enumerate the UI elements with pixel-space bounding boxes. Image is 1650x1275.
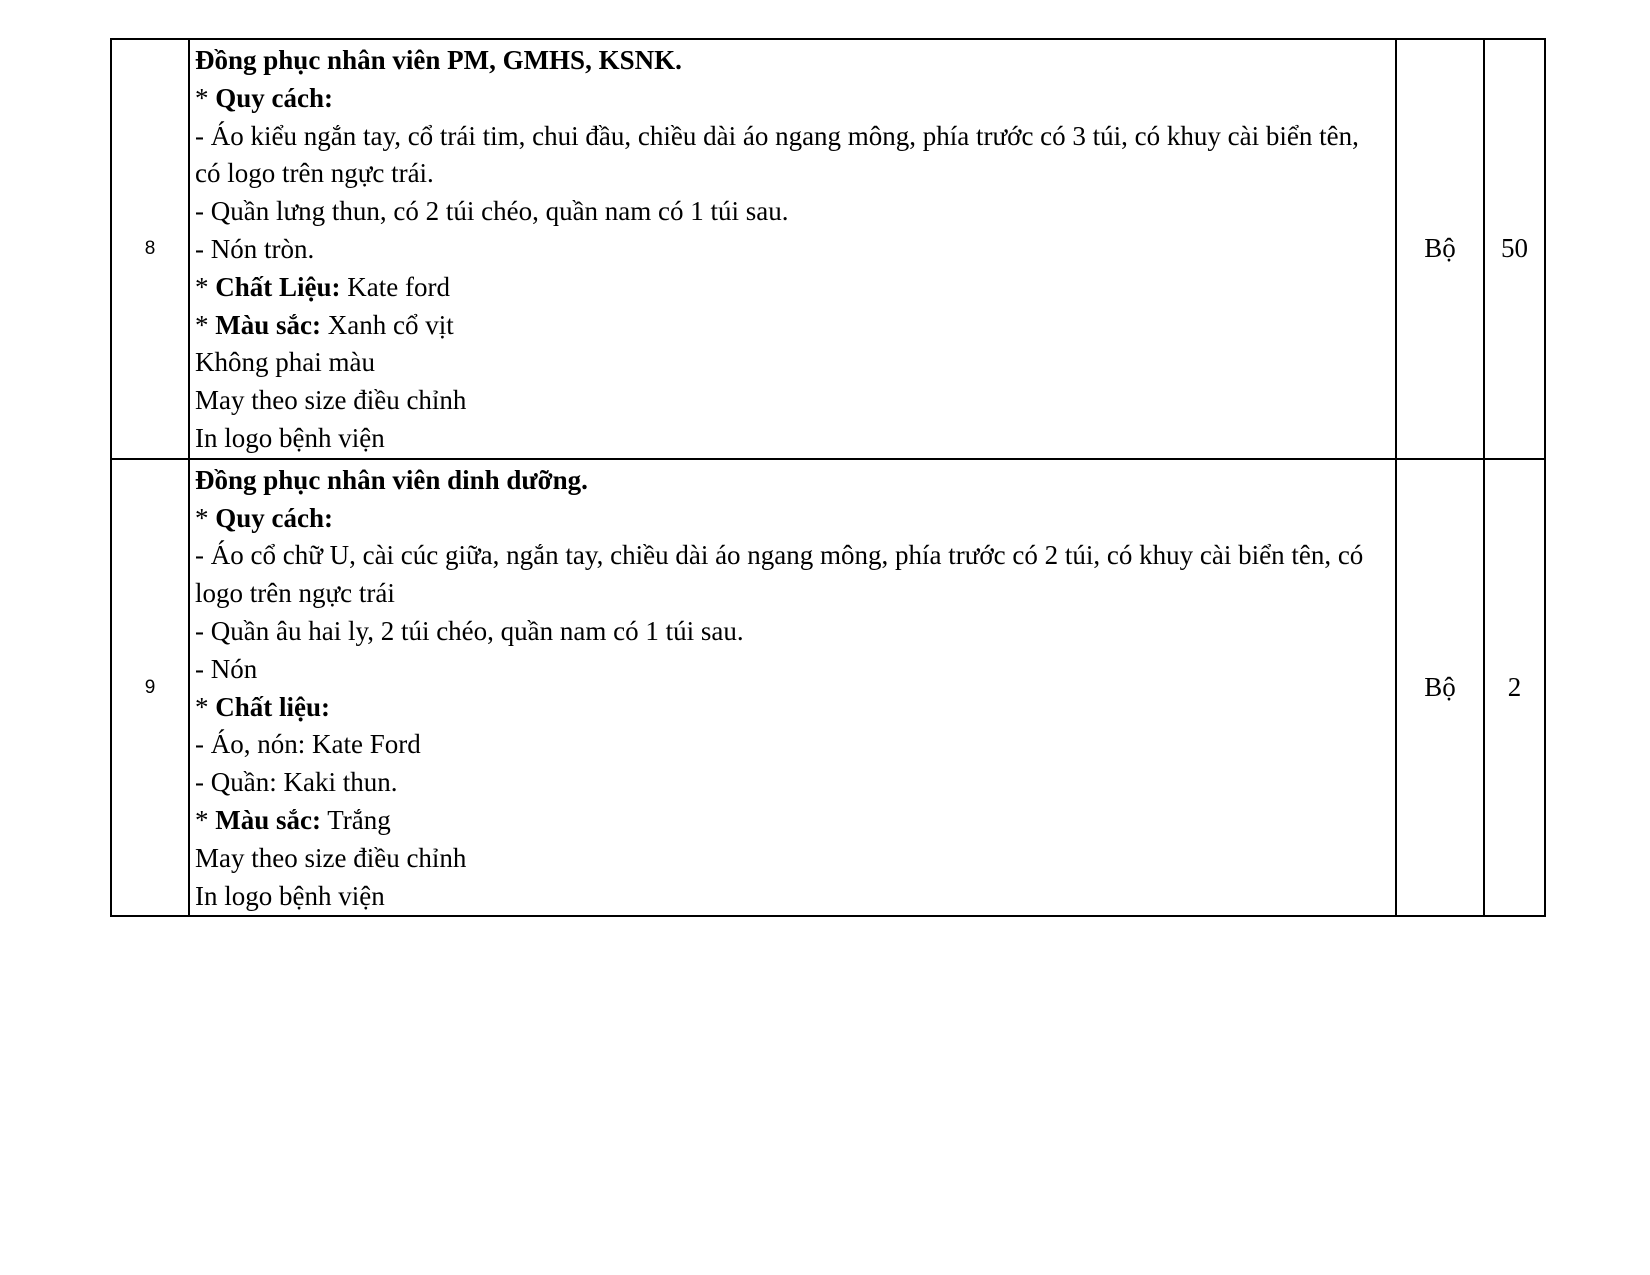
spec-line: - Nón [195,653,258,684]
extra-line: Không phai màu [195,347,375,378]
color-line [195,307,1391,345]
spec-label: Quy cách: [215,82,333,113]
material-value: Kate ford [340,271,450,302]
color-line [195,802,1391,840]
color-bullet: * [195,309,216,340]
unit-cell: Bộ [1396,39,1484,459]
item-title: Đồng phục nhân viên PM, GMHS, KSNK. [195,45,682,75]
material-line [195,269,1391,307]
material-bullet: * [195,691,216,722]
material-bullet: * [195,271,216,302]
item-title: Đồng phục nhân viên dinh dưỡng. [195,464,588,495]
color-bullet: * [195,804,216,835]
unit-cell: Bộ [1396,459,1484,917]
extra-line: May theo size điều chỉnh [195,842,467,873]
material-heading [195,689,1391,727]
spec-label: Quy cách: [215,502,333,533]
extra-line: In logo bệnh viện [195,880,385,911]
spec-line: - Áo kiểu ngắn tay, cổ trái tim, chui đầu, chiều dài áo ngang mông, phía trước có 3 túi, có khuy cài biển tên, có logo trên ngực trái. [195,120,1359,189]
row-number: 9 [111,459,189,917]
quantity-cell: 2 [1484,459,1545,917]
spec-heading [195,80,1391,118]
uniform-spec-table [110,38,1546,917]
spec-bullet: * [195,82,216,113]
spec-line: - Nón tròn. [195,233,315,264]
item-description [189,459,1396,917]
color-label: Màu sắc: [215,804,321,835]
spec-line: - Áo cổ chữ U, cài cúc giữa, ngắn tay, chiều dài áo ngang mông, phía trước có 2 túi, có khuy cài biển tên, có logo trên ngực trái [195,540,1364,609]
color-value: Trắng [320,804,391,835]
extra-line: May theo size điều chỉnh [195,385,467,416]
material-label: Chất liệu: [215,691,330,722]
table-row [111,459,1545,917]
material-label: Chất Liệu: [215,271,341,302]
spec-line: - Quần âu hai ly, 2 túi chéo, quần nam có 1 túi sau. [195,615,744,646]
color-value: Xanh cổ vịt [320,309,454,340]
spec-heading [195,500,1391,538]
spec-line: - Quần lưng thun, có 2 túi chéo, quần nam có 1 túi sau. [195,196,789,227]
spec-bullet: * [195,502,216,533]
quantity-cell: 50 [1484,39,1545,459]
material-line: - Quần: Kaki thun. [195,767,398,798]
item-description [189,39,1396,459]
extra-line: In logo bệnh viện [195,422,385,453]
row-number: 8 [111,39,189,459]
table-row [111,39,1545,459]
color-label: Màu sắc: [215,309,321,340]
material-line: - Áo, nón: Kate Ford [195,729,421,760]
